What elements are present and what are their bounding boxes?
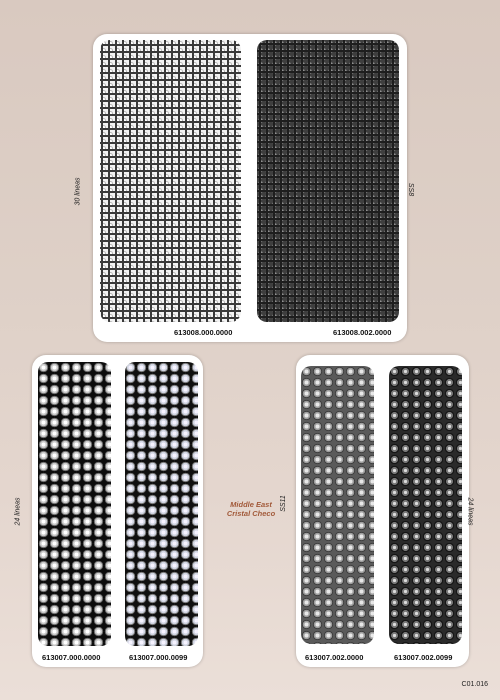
product-code: 613007.000.0000 bbox=[42, 653, 101, 662]
product-code: 613007.000.0099 bbox=[129, 653, 188, 662]
swatch-613007-000-0000 bbox=[38, 362, 111, 646]
rows-label: 24 lineas bbox=[14, 497, 22, 526]
page-number: C01.016 bbox=[461, 681, 488, 688]
brand-line-2: Cristal Checo bbox=[226, 509, 276, 518]
brand-line-1: Middle East bbox=[230, 500, 272, 509]
rows-label: 30 lineas bbox=[74, 177, 82, 206]
rows-label: 24 lineas bbox=[466, 497, 474, 526]
swatch-613007-000-0099 bbox=[125, 362, 198, 646]
swatch-613007-002-0099 bbox=[389, 366, 462, 644]
product-code: 613007.002.0099 bbox=[394, 653, 453, 662]
size-label: SS8 bbox=[407, 182, 415, 197]
swatch-613008-002 bbox=[257, 40, 399, 322]
product-code: 613008.000.0000 bbox=[174, 328, 233, 337]
brand-text bbox=[216, 500, 286, 518]
product-code: 613008.002.0000 bbox=[333, 328, 392, 337]
size-label: SS11 bbox=[279, 495, 287, 512]
swatch-613008-000 bbox=[100, 40, 241, 322]
swatch-613007-002-0000 bbox=[301, 366, 374, 644]
product-code: 613007.002.0000 bbox=[305, 653, 364, 662]
